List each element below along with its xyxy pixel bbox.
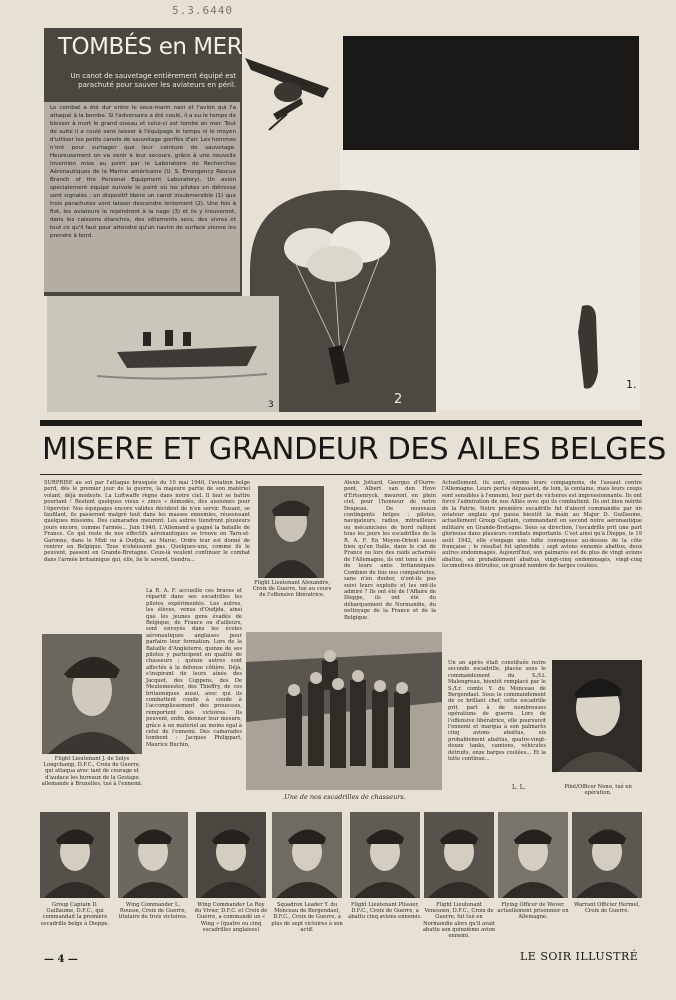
portrait-icon (350, 812, 420, 898)
portrait-caption: Wing Commander L. Rousse, Croix de Guerre, titulaire de trois victoires. (118, 902, 188, 921)
article-column-3: Alexis Jottard, Georges d'Ourre-pont, Albert van den Hove d'Ertsenryck, meurent en plein ciel, pour l'honneur de notre Drapeau. De nouveaux contingents belges : pilotes, navigateurs, radios, mitrailleurs ou mécaniciens de bord rallient tous les jours les escadrilles de la R. A. F. En Moyen-Orient aussi bien qu'en Italie, dans le ciel de France ou lors des raids acharnés de l'Allemagne, ils ont tenu à côté de leurs amis britanniques. Combien de fois nos compatriotes, sans n'en douter, n'ont-ils pas suivi leurs exploits et les ont-ils admiré ? Ils ont été de l'Affaire de Dieppe, ils ont été du débarquement de Normandie, du nettoyage de la France et de la Belgique. (344, 480, 436, 621)
portrait-nenu (552, 660, 642, 772)
portrait-caption: Warrant Officier Hermel, Croix de Guerre. (574, 902, 640, 915)
parachute-label: 2 (394, 392, 403, 407)
portrait-photo (118, 812, 188, 898)
portrait-icon (42, 634, 142, 754)
portrait-icon (424, 812, 494, 898)
airplane-icon (243, 54, 333, 132)
portrait-icon (40, 812, 110, 898)
portrait-icon (572, 812, 642, 898)
portrait-photo (40, 812, 110, 898)
portrait-photo (196, 812, 266, 898)
portrait-icon (552, 660, 642, 772)
caption-alexandre: Flight Lieutenant Alexandre, Croix de Guerre, tué au cours de l'offensive libératrice. (252, 580, 332, 599)
top-article-subtitle: Un canot de sauvetage entièrement équipé est parachuté pour sauver les aviateurs en péril. (70, 72, 236, 89)
portrait-photo (498, 812, 568, 898)
caption-nenu: Pilot/Officer Nenu, tué en opération. (564, 784, 632, 797)
canister-label: 1. (626, 378, 637, 391)
article-column-5: Un an après était constituée notre seconde escadrille, placée sous le commandement du S./Lt. Malengreau, bientôt remplacé par le S./Lr. comte Y. du Monceau de Bergendael. Sous le commandement de ce brillant chef, cette escadrille prit part à de nombreuses opérations de guerre. Lors de l'offensive libératrice, elle poursuivit l'ennemi et marqua à son palmarès cinq avions abattus, six probablement abattus, quatre-vingt-douze tanks, camions, véhicules détruits, onze barges coulées... Et la lutte continue... (448, 660, 546, 763)
portrait-caption: Wing Commander Le Roy du Vivier, D.F.C. et Croix de Guerre, a commandé un « Wing » (quatre ou cinq escadrilles anglaises) (194, 902, 268, 933)
page-stamp: 5.3.6440 (172, 4, 233, 17)
article-column-2: La R. A. F. accueille ces braves et répartit dans ses escadrilles les pilotes expérimentés. Les autres, les élèves, venus d'Oudjda, ainsi que les jeunes gens évadés de Belgique, de France ou d'ailleurs, sont envoyés dans les écoles aéronautiques anglaises pour parfaire leur formation. Lors de la Bataille d'Angleterre, quinze de ses pilotes y participent en qualité de chasseurs ; quinze autres sont affectés à la défense côtière. Déjà, s'inspirant de leurs aînés des Jacquet, des Coppens, des De Meulemeester, des Thieffry, de ces britanniques aussi, avec qui ils combattent coude à coude à l'accomplissement des prouesses, remportent des victoires. Ils peuvent, enfin, donner leur mesure, grâce à un matériel au moins égal à celui de l'ennemi. Des camarades tombent : Jacques Philippart, Maurice Buchin, (146, 588, 242, 748)
portrait-caption: Group Captain D. Guillaume, D.F.C., qui commandait la première escadrille belge à Dieppe. (40, 902, 110, 927)
sky-photo (343, 36, 639, 156)
portrait-icon (272, 812, 342, 898)
portrait-caption: Flight Lieutenant Venesoen, D.F.C., Croix de Guerre, fut tué en Normandie alors qu'il avait abattu son quinzième avion ennemi. (422, 902, 496, 940)
boat-photo (47, 296, 279, 412)
portrait-caption: Flying Officer de Wever, actuellement prisonnier en Allemagne. (497, 902, 569, 921)
section-rule (40, 420, 642, 426)
squadron-photo (246, 632, 442, 790)
portrait-icon (498, 812, 568, 898)
main-article-title: MISERE ET GRANDEUR DES AILES BELGES (42, 432, 666, 467)
top-article-body: Le combat a été dur entre le sous-marin nazi et l'avion qui l'a attaqué à la bombe. Si l'adversaire a été coulé, il a eu le temps de blesser à mort le grand oiseau et celui-ci est tombé en mer. Tout de suite il a coulé sans laisser à l'équipage le temps ni le moyen d'utiliser les petits canots de sauvetage gonflés d'air. Les hommes n'ont pour surnager que leur ceinture de sauvetage. Heureusement on va venir à leur secours, grâce à une nouvelle invention mise au point par le Laboratoire de Recherches Aéronautiques de la Marine américaine (U. S. Emergency Rescue Branch of the Personal Equipment Laboratory). Un avion spécialement équipé survole le point où les pilotes en détresse sont signalés ; un dispositif libère un canot insubmersible (1) que trois parachutes vont laisser descendre lentement (2). Une fois à flot, les aviateurs le rejoindront à la nage (3) et ils y trouveront, dans les caissons étanches, des vêtements secs, des vivres et tout ce qu'il faut pour attendre qu'un navire de surface vienne les prendre à bord. (50, 105, 236, 239)
portrait-photo (424, 812, 494, 898)
portrait-caption: Flight Lieutenant Plissier, D.F.C., Croix de Guerre, a abattu cinq avions ennemis. (348, 902, 422, 921)
airplane-photo (243, 54, 333, 132)
masthead: LE SOIR ILLUSTRÉ (520, 950, 639, 963)
top-article-title: TOMBÉS en MER (58, 34, 243, 60)
article-column-4: Actuellement, ils sont, comme leurs compagnons, de l'assaut contre l'Allemagne. Leurs pertes dépassent, de loin, la centaine, mais leurs coups sont sensibles à l'ennemi, leur part de victoires est impressionnante. Ils ont forcé l'admiration de nos Alliés avec qui ils combattent. Ils ont bien mérité de la Patrie. Notre première escadrille fut d'abord commandée par un aviateur anglais qui passa bientôt la main au Major D. Guillaume, actuellement Group Captain, commandant en second notre aéronautique militaire en Grande-Bretagne. Sous sa direction, l'escadrille prit une part glorieuse dans plusieurs combats importants. C'est ainsi qu'à Dieppe, le 19 août 1942, elle s'engage une lutte courageuse au-dessus de la côte française ; le résultat fut splendide : sept avions ennemis abattus, deux autres endommagés. Aujourd'hui, son palmarès est de plus de vingt avions abattus, six probablement abattus, vingt-cinq endommagés, vingt-cinq locomotives détruites, un grand nombre de barges coulées. (442, 480, 642, 570)
portrait-alexandre (258, 486, 324, 578)
portrait-photo (350, 812, 420, 898)
portrait-caption: Squadron Leader Y. du Monceau de Bergendael, D.F.C., Croix de Guerre, a plus de sept victoires à son actif. (271, 902, 343, 933)
article-column-1: SURPRISE au sol par l'attaque brusquée du 10 mai 1940, l'aviation belge perd, dès le premier jour de la guerre, la majeure partie de son matériel volant, déjà modeste. La Luftwaffe règne dans notre ciel. Il faut se battre pourtant ! Restent quelques vieux « zincs » démodés, des aisoumes pour l'épervier. Nos équipages encore valides décident de n'en servir. Rusant, se faufilant, ils passeront malgré tout dans les masses ennemies, réussissant quelques missions. Des camarades meurent. Les autres tiendront plusieurs jours encore, comme l'armée... Juin 1940. L'Allemand a gagné la bataille de France. Ce qui reste de nos effectifs aéronautiques se trouve en Tarn-et-Garonne, dans le Midi ou à Oudjda, au Maroc. Ordre leur est donné de rentrer en Belgique. Tous n'obéissent pas. Quelques-uns, comme ils le peuvent, passent en Grande-Bretagne. Ceux-là veulent continuer le combat dans l'armée britannique qui, elle, lie le savent, tiendra... (44, 480, 250, 563)
portrait-selys-longchamp (42, 634, 142, 754)
portrait-photo (572, 812, 642, 898)
portrait-icon (196, 812, 266, 898)
portrait-photo (272, 812, 342, 898)
article-signature: L. L. (512, 784, 526, 791)
page-number: — 4 — (44, 954, 78, 965)
title-rule (40, 474, 642, 475)
caption-squadron: .Une de nos escadrilles de chasseurs. (282, 793, 406, 801)
caption-selys-longchamp: Flight Lieutenant J. de Selys Longchamp, D.F.C., Croix de Guerre, qui attaqua avec tant de courage et d'audace les bureaux de la Gestapo allemande à Bruxelles, tué à l'ennemi. (41, 756, 143, 787)
portrait-icon (118, 812, 188, 898)
portrait-icon (258, 486, 324, 578)
boat-label: 3 (268, 400, 274, 410)
canister-photo (568, 302, 608, 394)
